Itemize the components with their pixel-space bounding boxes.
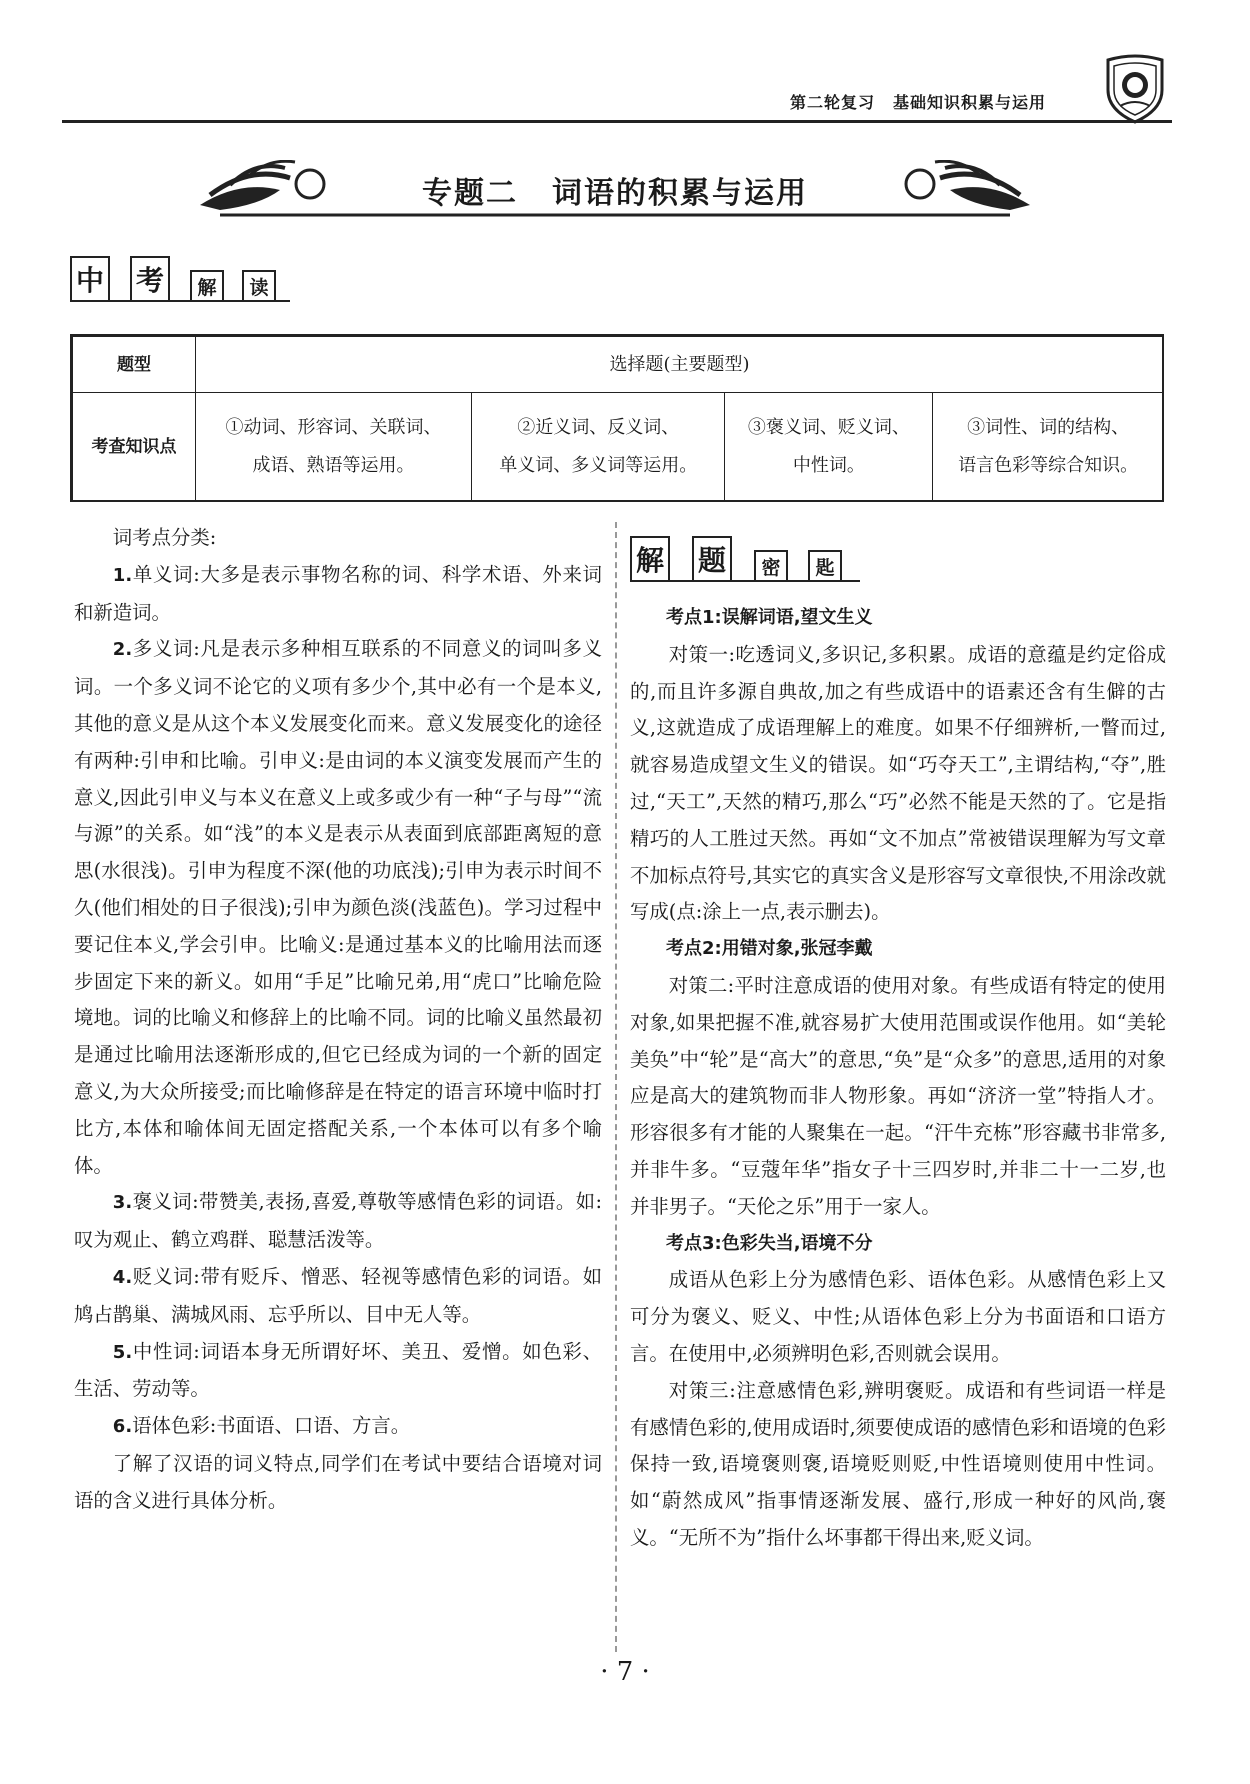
table-row [73,393,1164,502]
label-char: 解 [190,270,224,302]
label-char: 匙 [808,550,842,582]
kaodian-heading: 考点3:色彩失当,语境不分 [666,1232,873,1254]
header-rule [62,120,1172,123]
intro-line: 词考点分类: [112,526,217,549]
label-char: 考 [130,256,170,302]
kaodian-heading: 考点2:用错对象,张冠李戴 [666,938,873,960]
section-label-zhongkao [70,256,290,306]
paragraph: 3.褒义词:带赞美,表扬,喜爱,尊敬等感情色彩的词语。如:叹为观止、鹤立鸡群、聪慧活泼等。 [74,1190,602,1252]
column-divider [615,522,617,1652]
page-title [200,168,1030,212]
paragraph: 1.单义词:大多是表示事物名称的词、科学术语、外来词和新造词。 [74,562,602,624]
right-column [630,600,1166,1557]
left-column [74,520,602,1520]
paragraph: 2.多义词:凡是表示多种相互联系的不同意义的词叫多义词。一个多义词不论它的义项有多少个,其中必有一个是本义,其他的意义是从这个本义发展变化而来。意义发展变化的途径有两种:引申和比喻。引申义:是由词的本义演变发展而产生的意义,因此引申义与本义在意义上或多或少有一种“子与母”“流与源”的关系。如“浅”的本义是表示从表面到底部距离短的意思(水很浅)。引申为程度不深(他的功底浅);引申为表示时间不久(他们相处的日子很浅);引申为颜色淡(浅蓝色)。学习过程中要记住本义,学会引申。比喻义:是通过基本义的比喻用法而逐步固定下来的新义。如用“手足”比喻兄弟,用“虎口”比喻危险境地。词的比喻义和修辞上的比喻不同。词的比喻义虽然最初是通过比喻用法逐渐形成的,但它已经成为词的一个新的固定意义,为大众所接受;而比喻修辞是在特定的语言环境中临时打比方,本体和喻体间无固定搭配关系,一个本体可以有多个喻体。 [74,637,602,1177]
label-char: 解 [630,536,670,582]
exam-info-table [72,336,1164,502]
paragraph: 对策三:注意感情色彩,辨明褒贬。成语和有些词语一样是有感情色彩的,使用成语时,须要使成语的感情色彩和语境的色彩保持一致,语境褒则褒,语境贬则贬,中性语境则使用中性词。如“蔚然成风”指事情逐渐发展、盛行,形成一种好的风尚,褒义。“无所不为”指什么坏事都干得出来,贬义词。 [630,1378,1166,1549]
shield-badge-icon [1100,52,1170,124]
paragraph: 5.中性词:词语本身无所谓好坏、美丑、爱憎。如色彩、生活、劳动等。 [74,1339,602,1401]
table-cell: ①动词、形容词、关联词、 成语、熟语等运用。 [196,393,472,502]
table-cell: ③褒义词、贬义词、 中性词。 [725,393,933,502]
table-type-value: 选择题(主要题型) [196,337,1164,393]
header-right: 基础知识积累与运用 [893,93,1047,112]
label-char: 中 [70,256,110,302]
paragraph: 4.贬义词:带有贬斥、憎恶、轻视等感情色彩的词语。如鸠占鹊巢、满城风雨、忘乎所以、目中无人等。 [74,1264,602,1326]
label-char: 读 [242,270,276,302]
table-head-type: 题型 [73,337,196,393]
title-subject: 词语的积累与运用 [552,176,808,211]
header-left: 第二轮复习 [790,93,876,112]
label-char: 题 [692,536,732,582]
table-row [73,337,1164,393]
paragraph: 成语从色彩上分为感情色彩、语体色彩。从感情色彩上又可分为褒义、贬义、中性;从语体色彩上分为书面语和口语方言。在使用中,必须辨明色彩,否则就会误用。 [630,1268,1166,1365]
title-topic: 专题二 [422,176,518,211]
section-label-jieti [630,536,860,586]
paragraph: 对策二:平时注意成语的使用对象。有些成语有特定的使用对象,如果把握不准,就容易扩大使用范围或误作他用。如“美轮美奂”中“轮”是“高大”的意思,“奂”是“众多”的意思,适用的对象应是高大的建筑物而非人物形象。再如“济济一堂”特指人才。形容很多有才能的人聚集在一起。“汗牛充栋”形容藏书非常多,并非牛多。“豆蔻年华”指女子十三四岁时,并非二十一二岁,也并非男子。“天伦之乐”用于一家人。 [630,973,1166,1218]
running-header [790,90,1046,113]
table-cell: ③词性、词的结构、 语言色彩等综合知识。 [933,393,1164,502]
table-cell: ②近义词、反义词、 单义词、多义词等运用。 [472,393,725,502]
paragraph: 对策一:吃透词义,多识记,多积累。成语的意蕴是约定俗成的,而且许多源自典故,加之有些成语中的语素还含有生僻的古义,这就造成了成语理解上的难度。如果不仔细辨析,一瞥而过,就容易造成望文生义的错误。如“巧夺天工”,主谓结构,“夺”,胜过,“天工”,天然的精巧,那么“巧”必然不能是天然的了。它是指精巧的人工胜过天然。再如“文不加点”常被错误理解为写文章不加标点符号,其实它的真实含义是形容写文章很快,不用涂改就写成(点:涂上一点,表示删去)。 [630,642,1166,924]
paragraph: 6.语体色彩:书面语、口语、方言。 [112,1414,411,1438]
label-char: 密 [754,550,788,582]
paragraph: 了解了汉语的词义特点,同学们在考试中要结合语境对词语的含义进行具体分析。 [74,1451,602,1512]
page-number: · 7 · [600,1657,650,1687]
kaodian-heading: 考点1:误解词语,望文生义 [666,607,873,628]
table-head-knowledge: 考查知识点 [73,393,196,502]
